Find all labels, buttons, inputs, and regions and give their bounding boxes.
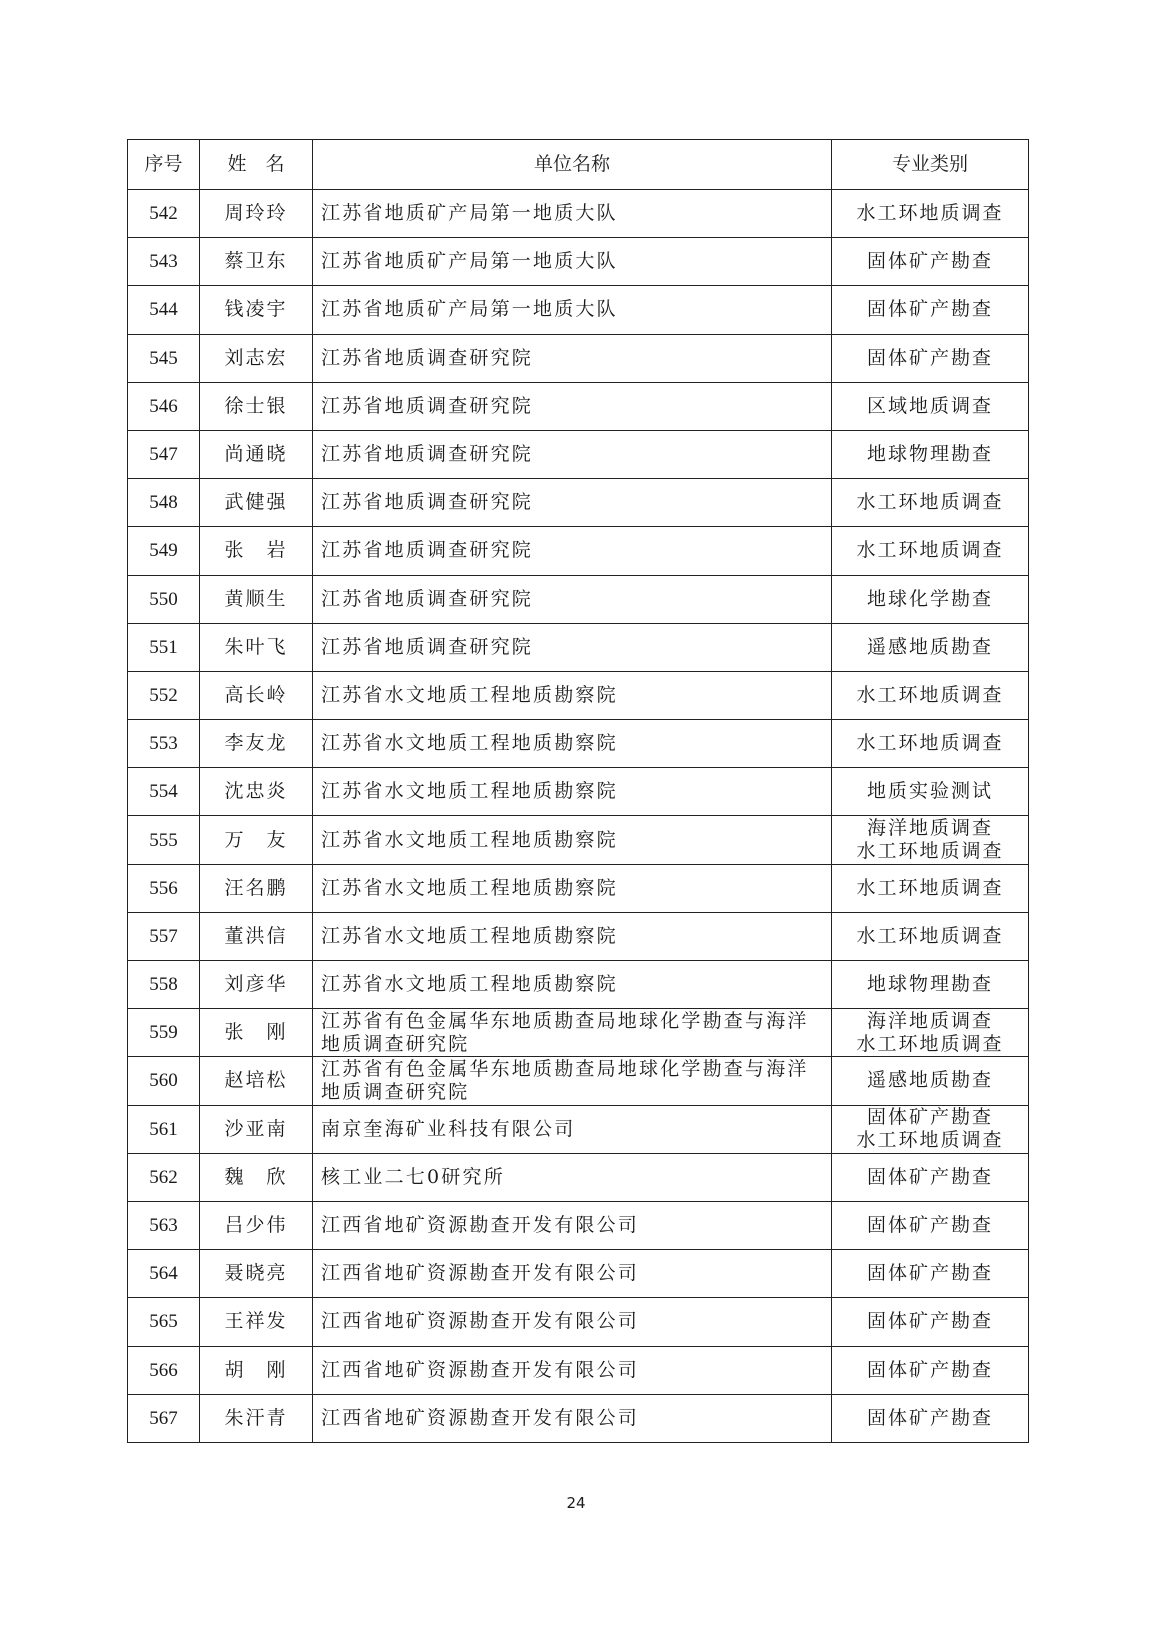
row-unit: 江苏省水文地质工程地质勘察院 xyxy=(313,864,832,912)
row-unit: 江苏省地质矿产局第一地质大队 xyxy=(313,238,832,286)
row-seq: 562 xyxy=(128,1153,200,1201)
row-name: 高长岭 xyxy=(200,671,313,719)
table-row xyxy=(128,1057,1029,1105)
category-line: 水工环地质调查 xyxy=(856,683,1004,706)
header-category: 专业类别 xyxy=(832,140,1029,190)
row-category xyxy=(832,527,1029,575)
row-seq: 543 xyxy=(128,238,200,286)
row-seq: 546 xyxy=(128,382,200,430)
row-unit: 江西省地矿资源勘查开发有限公司 xyxy=(313,1298,832,1346)
row-seq: 549 xyxy=(128,527,200,575)
row-unit: 江西省地矿资源勘查开发有限公司 xyxy=(313,1394,832,1442)
row-seq: 554 xyxy=(128,768,200,816)
row-category xyxy=(832,912,1029,960)
row-category xyxy=(832,1009,1029,1057)
table-row xyxy=(128,190,1029,238)
row-category xyxy=(832,1298,1029,1346)
row-category xyxy=(832,961,1029,1009)
row-name: 吕少伟 xyxy=(200,1201,313,1249)
row-seq: 557 xyxy=(128,912,200,960)
category-line: 固体矿产勘查 xyxy=(866,1358,993,1381)
row-seq: 545 xyxy=(128,334,200,382)
row-name: 汪名鹏 xyxy=(200,864,313,912)
table-row xyxy=(128,1009,1029,1057)
table-row xyxy=(128,912,1029,960)
row-name: 胡 刚 xyxy=(200,1346,313,1394)
category-line: 遥感地质勘查 xyxy=(866,635,993,658)
category-line: 固体矿产勘查 xyxy=(866,1310,993,1333)
table-row xyxy=(128,1201,1029,1249)
table-row xyxy=(128,623,1029,671)
table-row xyxy=(128,382,1029,430)
row-category xyxy=(832,1105,1029,1153)
row-category xyxy=(832,238,1029,286)
row-unit: 江苏省水文地质工程地质勘察院 xyxy=(313,720,832,768)
category-line: 固体矿产勘查 xyxy=(866,346,993,369)
row-name: 沙亚南 xyxy=(200,1105,313,1153)
table-row xyxy=(128,1153,1029,1201)
row-seq: 555 xyxy=(128,816,200,864)
row-name: 黄顺生 xyxy=(200,575,313,623)
row-seq: 548 xyxy=(128,479,200,527)
table-row xyxy=(128,768,1029,816)
row-unit: 江苏省地质调查研究院 xyxy=(313,623,832,671)
row-name: 武健强 xyxy=(200,479,313,527)
row-unit: 江苏省水文地质工程地质勘察院 xyxy=(313,768,832,816)
row-seq: 556 xyxy=(128,864,200,912)
category-line: 水工环地质调查 xyxy=(856,539,1004,562)
row-name: 朱叶飞 xyxy=(200,623,313,671)
row-name: 朱汗青 xyxy=(200,1394,313,1442)
category-line: 固体矿产勘查 xyxy=(866,250,993,273)
table-header xyxy=(128,140,1029,190)
row-unit: 核工业二七0研究所 xyxy=(313,1153,832,1201)
row-unit: 江苏省地质调查研究院 xyxy=(313,430,832,478)
row-category xyxy=(832,575,1029,623)
table-row xyxy=(128,1346,1029,1394)
row-category xyxy=(832,623,1029,671)
row-name: 沈忠炎 xyxy=(200,768,313,816)
category-line: 水工环地质调查 xyxy=(856,876,1004,899)
category-line: 水工环地质调查 xyxy=(856,1129,1004,1152)
table-body xyxy=(128,190,1029,1443)
row-category xyxy=(832,334,1029,382)
category-line: 遥感地质勘查 xyxy=(866,1069,993,1092)
row-unit: 江苏省地质调查研究院 xyxy=(313,334,832,382)
row-category xyxy=(832,1153,1029,1201)
row-seq: 547 xyxy=(128,430,200,478)
row-unit: 江苏省水文地质工程地质勘察院 xyxy=(313,671,832,719)
row-category xyxy=(832,382,1029,430)
header-row xyxy=(128,140,1029,190)
row-name: 董洪信 xyxy=(200,912,313,960)
row-name: 万 友 xyxy=(200,816,313,864)
category-line: 固体矿产勘查 xyxy=(866,1165,993,1188)
row-unit: 江苏省地质矿产局第一地质大队 xyxy=(313,286,832,334)
table-row xyxy=(128,1250,1029,1298)
row-category xyxy=(832,190,1029,238)
row-category xyxy=(832,1201,1029,1249)
row-name: 魏 欣 xyxy=(200,1153,313,1201)
row-name: 张 岩 xyxy=(200,527,313,575)
row-category xyxy=(832,286,1029,334)
table-row xyxy=(128,816,1029,864)
category-line: 海洋地质调查 xyxy=(866,817,993,840)
row-seq: 563 xyxy=(128,1201,200,1249)
header-seq: 序号 xyxy=(128,140,200,190)
row-unit: 江苏省地质调查研究院 xyxy=(313,479,832,527)
category-line: 固体矿产勘查 xyxy=(866,1262,993,1285)
row-seq: 565 xyxy=(128,1298,200,1346)
row-name: 刘志宏 xyxy=(200,334,313,382)
table-row xyxy=(128,286,1029,334)
row-seq: 567 xyxy=(128,1394,200,1442)
table-row xyxy=(128,961,1029,1009)
category-line: 固体矿产勘查 xyxy=(866,1214,993,1237)
row-seq: 551 xyxy=(128,623,200,671)
category-line: 地球物理勘查 xyxy=(866,973,993,996)
row-seq: 564 xyxy=(128,1250,200,1298)
header-name: 姓 名 xyxy=(200,140,313,190)
row-category xyxy=(832,671,1029,719)
row-category xyxy=(832,816,1029,864)
table-row xyxy=(128,864,1029,912)
table-row xyxy=(128,1394,1029,1442)
category-line: 水工环地质调查 xyxy=(856,1032,1004,1055)
row-unit: 江苏省水文地质工程地质勘察院 xyxy=(313,961,832,1009)
row-name: 周玲玲 xyxy=(200,190,313,238)
row-name: 聂晓亮 xyxy=(200,1250,313,1298)
category-line: 水工环地质调查 xyxy=(856,924,1004,947)
row-name: 刘彦华 xyxy=(200,961,313,1009)
category-line: 水工环地质调查 xyxy=(856,202,1004,225)
category-line: 固体矿产勘查 xyxy=(866,298,993,321)
row-seq: 553 xyxy=(128,720,200,768)
row-name: 钱凌宇 xyxy=(200,286,313,334)
row-category xyxy=(832,864,1029,912)
category-line: 固体矿产勘查 xyxy=(866,1406,993,1429)
row-seq: 558 xyxy=(128,961,200,1009)
row-unit: 江苏省有色金属华东地质勘查局地球化学勘查与海洋地质调查研究院 xyxy=(313,1057,832,1105)
row-unit: 江苏省地质调查研究院 xyxy=(313,575,832,623)
table-row xyxy=(128,1105,1029,1153)
row-name: 张 刚 xyxy=(200,1009,313,1057)
category-line: 地球物理勘查 xyxy=(866,443,993,466)
row-category xyxy=(832,1250,1029,1298)
row-name: 赵培松 xyxy=(200,1057,313,1105)
row-name: 李友龙 xyxy=(200,720,313,768)
category-line: 水工环地质调查 xyxy=(856,732,1004,755)
row-category xyxy=(832,720,1029,768)
row-category xyxy=(832,430,1029,478)
roster-table xyxy=(127,139,1029,1443)
row-seq: 550 xyxy=(128,575,200,623)
row-seq: 552 xyxy=(128,671,200,719)
row-seq: 544 xyxy=(128,286,200,334)
row-seq: 566 xyxy=(128,1346,200,1394)
category-line: 地质实验测试 xyxy=(866,780,993,803)
row-unit: 江苏省水文地质工程地质勘察院 xyxy=(313,912,832,960)
category-line: 地球化学勘查 xyxy=(866,587,993,610)
row-unit: 江苏省水文地质工程地质勘察院 xyxy=(313,816,832,864)
table-row xyxy=(128,479,1029,527)
category-line: 水工环地质调查 xyxy=(856,491,1004,514)
category-line: 海洋地质调查 xyxy=(866,1009,993,1032)
row-unit: 江苏省地质调查研究院 xyxy=(313,382,832,430)
row-category xyxy=(832,1057,1029,1105)
table-row xyxy=(128,575,1029,623)
row-unit: 江西省地矿资源勘查开发有限公司 xyxy=(313,1250,832,1298)
table-row xyxy=(128,334,1029,382)
table-row xyxy=(128,527,1029,575)
row-category xyxy=(832,768,1029,816)
row-seq: 560 xyxy=(128,1057,200,1105)
row-unit: 南京奎海矿业科技有限公司 xyxy=(313,1105,832,1153)
table-row xyxy=(128,671,1029,719)
row-seq: 561 xyxy=(128,1105,200,1153)
row-name: 尚通晓 xyxy=(200,430,313,478)
page-number: 24 xyxy=(566,1494,586,1512)
category-line: 固体矿产勘查 xyxy=(866,1106,993,1129)
table-row xyxy=(128,1298,1029,1346)
table-row xyxy=(128,720,1029,768)
header-unit: 单位名称 xyxy=(313,140,832,190)
row-unit: 江苏省地质矿产局第一地质大队 xyxy=(313,190,832,238)
row-category xyxy=(832,479,1029,527)
row-name: 王祥发 xyxy=(200,1298,313,1346)
category-line: 区域地质调查 xyxy=(866,394,993,417)
row-unit: 江西省地矿资源勘查开发有限公司 xyxy=(313,1346,832,1394)
row-name: 蔡卫东 xyxy=(200,238,313,286)
row-category xyxy=(832,1394,1029,1442)
table-row xyxy=(128,430,1029,478)
table-row xyxy=(128,238,1029,286)
category-line: 水工环地质调查 xyxy=(856,840,1004,863)
row-seq: 542 xyxy=(128,190,200,238)
row-unit: 江苏省地质调查研究院 xyxy=(313,527,832,575)
row-unit: 江西省地矿资源勘查开发有限公司 xyxy=(313,1201,832,1249)
row-unit: 江苏省有色金属华东地质勘查局地球化学勘查与海洋地质调查研究院 xyxy=(313,1009,832,1057)
row-seq: 559 xyxy=(128,1009,200,1057)
row-name: 徐士银 xyxy=(200,382,313,430)
row-category xyxy=(832,1346,1029,1394)
